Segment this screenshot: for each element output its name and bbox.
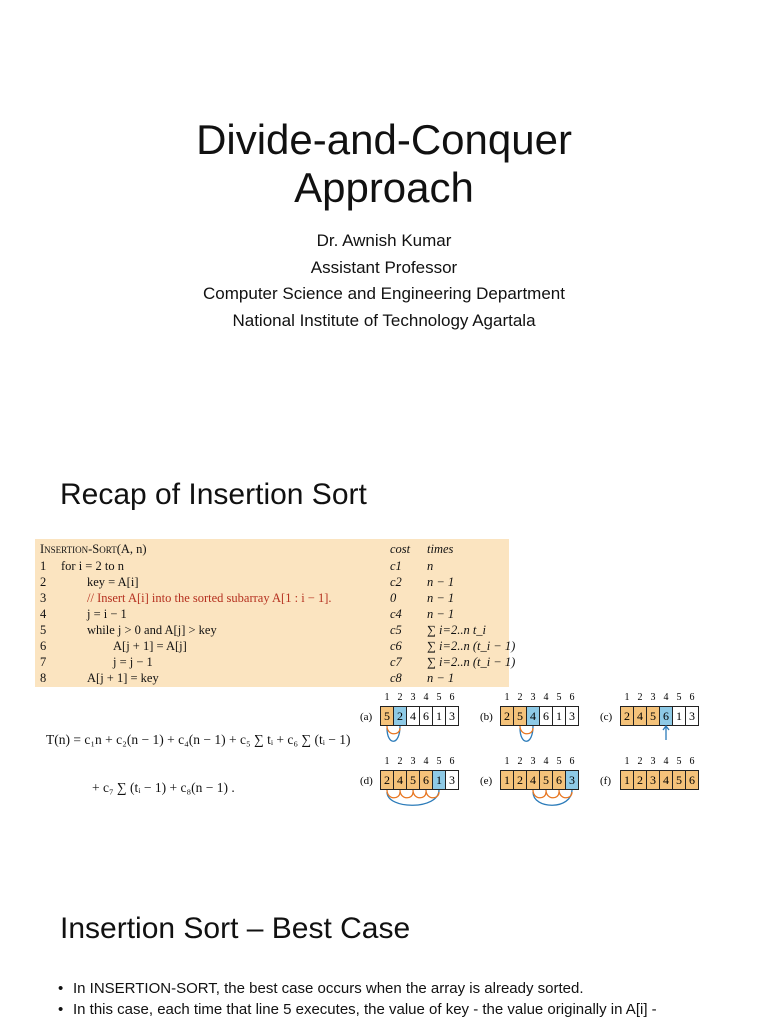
author-name: Dr. Awnish Kumar	[316, 231, 452, 250]
array-cell: 5	[406, 770, 420, 790]
array-index: 1	[624, 692, 630, 703]
array-index: 2	[397, 692, 403, 703]
array-index: 6	[449, 692, 455, 703]
line-code: A[j + 1] = A[j]	[113, 639, 187, 653]
best-case-slide	[0, 870, 768, 1024]
array-index: 4	[663, 756, 669, 767]
array-index: 6	[689, 692, 695, 703]
formula-line-2: + c₇ ∑ (tᵢ − 1) + c₈(n − 1) .	[92, 780, 235, 795]
array-cell: 6	[539, 706, 553, 726]
panel-label: (f)	[600, 775, 611, 787]
panel-label: (a)	[360, 711, 373, 723]
array-index: 2	[397, 756, 403, 767]
array-index: 5	[436, 692, 442, 703]
array-cell: 1	[620, 770, 634, 790]
line-times: ∑ i=2..n t_i	[427, 623, 487, 637]
slide-heading: Recap of Insertion Sort	[60, 478, 367, 511]
panel-label: (d)	[360, 775, 373, 787]
shift-arrows	[360, 788, 470, 814]
array-index: 2	[517, 756, 523, 767]
line-times: n − 1	[427, 671, 455, 685]
array-cell: 2	[500, 706, 514, 726]
shift-arrow	[533, 790, 546, 798]
recap-slide	[0, 440, 768, 870]
array-panel	[480, 756, 600, 820]
array-index: 3	[650, 692, 656, 703]
array-cell: 4	[633, 706, 647, 726]
array-panel	[600, 756, 720, 820]
array-index: 4	[423, 692, 429, 703]
array-index: 5	[676, 692, 682, 703]
algorithm-line	[35, 638, 516, 654]
array-index: 5	[556, 756, 562, 767]
line-number: 4	[40, 607, 47, 621]
shift-arrow	[387, 726, 400, 734]
algorithm-line	[35, 622, 509, 638]
line-cost: c1	[390, 559, 402, 573]
array-cell: 2	[620, 706, 634, 726]
line-cost: c4	[390, 607, 402, 621]
array-index: 6	[689, 756, 695, 767]
line-cost: c2	[390, 575, 402, 589]
array-cell: 6	[419, 770, 433, 790]
line-times: n − 1	[427, 607, 455, 621]
key-arrow	[663, 726, 669, 740]
algorithm-line	[35, 590, 509, 606]
shift-arrow	[413, 790, 426, 798]
shift-arrows	[600, 724, 710, 750]
line-times: n − 1	[427, 591, 455, 605]
algorithm-line	[35, 558, 509, 574]
line-code: j = j − 1	[113, 655, 153, 669]
array-panel	[360, 756, 480, 820]
array-index: 1	[384, 756, 390, 767]
bullet-item: • In this case, each time that line 5 executes, the value of key - the value originally in A[i] -	[58, 999, 748, 1020]
slide-title	[0, 116, 768, 212]
shift-arrow	[546, 790, 559, 798]
shift-arrows	[480, 788, 590, 814]
bullet-list	[58, 978, 748, 1020]
array-index: 6	[449, 756, 455, 767]
array-index: 5	[676, 756, 682, 767]
formula-line-1: T(n) = c₁n + c₂(n − 1) + c₄(n − 1) + c₅ ∑ tᵢ + c₆ ∑ (tᵢ − 1)	[46, 732, 351, 747]
author-position: Assistant Professor	[310, 257, 458, 277]
array-index: 4	[543, 692, 549, 703]
array-panel	[360, 692, 480, 756]
recurrence-formula	[44, 712, 364, 812]
line-number: 1	[40, 559, 47, 573]
algorithm-line	[35, 654, 516, 670]
line-number: 5	[40, 623, 47, 637]
line-times: n	[427, 559, 434, 573]
array-index: 1	[384, 692, 390, 703]
algorithm-line	[35, 670, 509, 686]
array-index: 1	[504, 692, 510, 703]
array-panel	[600, 692, 720, 756]
cost-header: cost	[390, 542, 411, 556]
array-cell: 1	[672, 706, 686, 726]
array-index: 3	[530, 756, 536, 767]
line-times: n − 1	[427, 575, 455, 589]
title-line-2: Approach	[294, 164, 474, 211]
line-code: key = A[i]	[87, 575, 139, 589]
line-number: 7	[40, 655, 47, 669]
shift-arrow	[426, 790, 439, 798]
array-cell: 6	[659, 706, 673, 726]
shift-arrow	[520, 726, 533, 734]
array-cell: 6	[552, 770, 566, 790]
array-index: 5	[436, 756, 442, 767]
line-cost: c6	[390, 639, 402, 653]
array-cell: 2	[393, 706, 407, 726]
array-index: 4	[423, 756, 429, 767]
array-cell: 3	[565, 770, 579, 790]
line-number: 2	[40, 575, 47, 589]
line-cost: c5	[390, 623, 402, 637]
array-cell: 3	[445, 706, 459, 726]
array-index: 5	[556, 692, 562, 703]
array-panel	[480, 692, 600, 756]
line-cost: c8	[390, 671, 402, 685]
algorithm-box	[35, 539, 516, 687]
array-index: 2	[517, 692, 523, 703]
shift-arrow	[559, 790, 572, 798]
algorithm-name: Insertion-Sort	[40, 542, 117, 556]
title-line-1: Divide-and-Conquer	[196, 116, 572, 163]
author-institute: National Institute of Technology Agartala	[232, 310, 536, 330]
array-index: 3	[410, 756, 416, 767]
array-cell: 5	[672, 770, 686, 790]
line-cost: 0	[390, 591, 397, 605]
array-index: 2	[637, 692, 643, 703]
panel-label: (e)	[480, 775, 493, 787]
array-cell: 1	[552, 706, 566, 726]
array-cell: 4	[526, 706, 540, 726]
array-index: 4	[663, 692, 669, 703]
line-number: 3	[40, 591, 47, 605]
shift-arrow	[400, 790, 413, 798]
algorithm-header	[35, 541, 509, 557]
line-code: j = i − 1	[87, 607, 127, 621]
line-number: 6	[40, 639, 47, 653]
bullet-item: • In INSERTION-SORT, the best case occurs when the array is already sorted.	[58, 978, 748, 999]
line-code: while j > 0 and A[j] > key	[87, 623, 217, 637]
panel-label: (b)	[480, 711, 493, 723]
array-index: 6	[569, 692, 575, 703]
array-index: 1	[504, 756, 510, 767]
array-cell: 5	[539, 770, 553, 790]
insertion-sort-illustration	[360, 690, 760, 840]
array-cell: 1	[500, 770, 514, 790]
algorithm-line	[35, 606, 509, 622]
algorithm-line	[35, 574, 509, 590]
array-cell: 2	[633, 770, 647, 790]
array-cell: 5	[513, 706, 527, 726]
array-index: 3	[650, 756, 656, 767]
algorithm-params: (A, n)	[116, 542, 147, 556]
array-cell: 2	[380, 770, 394, 790]
array-cell: 3	[445, 770, 459, 790]
line-cost: c7	[390, 655, 402, 669]
line-times: ∑ i=2..n (t_i − 1)	[427, 639, 516, 653]
array-index: 6	[569, 756, 575, 767]
array-cell: 3	[685, 706, 699, 726]
array-cell: 3	[646, 770, 660, 790]
array-index: 3	[530, 692, 536, 703]
author-department: Computer Science and Engineering Department	[203, 284, 565, 303]
algorithm-signature	[40, 541, 147, 557]
array-cell: 4	[659, 770, 673, 790]
title-slide	[0, 0, 768, 440]
line-code: // Insert A[i] into the sorted subarray A[1 : i − 1].	[87, 591, 332, 605]
array-index: 4	[543, 756, 549, 767]
array-cell: 6	[685, 770, 699, 790]
line-times: ∑ i=2..n (t_i − 1)	[427, 655, 516, 669]
array-cell: 5	[380, 706, 394, 726]
shift-arrows	[360, 724, 470, 750]
array-cell: 3	[565, 706, 579, 726]
array-index: 1	[624, 756, 630, 767]
array-cell: 5	[646, 706, 660, 726]
array-index: 3	[410, 692, 416, 703]
times-header: times	[427, 542, 454, 556]
array-cell: 4	[406, 706, 420, 726]
shift-arrows	[480, 724, 590, 750]
array-cell: 2	[513, 770, 527, 790]
array-cell: 4	[526, 770, 540, 790]
author-block	[0, 228, 768, 334]
array-cell: 1	[432, 706, 446, 726]
line-number: 8	[40, 671, 47, 685]
array-cell: 4	[393, 770, 407, 790]
line-code: for i = 2 to n	[61, 559, 124, 573]
panel-label: (c)	[600, 711, 613, 723]
array-cell: 1	[432, 770, 446, 790]
array-index: 2	[637, 756, 643, 767]
slide-heading: Insertion Sort – Best Case	[60, 912, 411, 945]
line-code: A[j + 1] = key	[87, 671, 159, 685]
array-cell: 6	[419, 706, 433, 726]
